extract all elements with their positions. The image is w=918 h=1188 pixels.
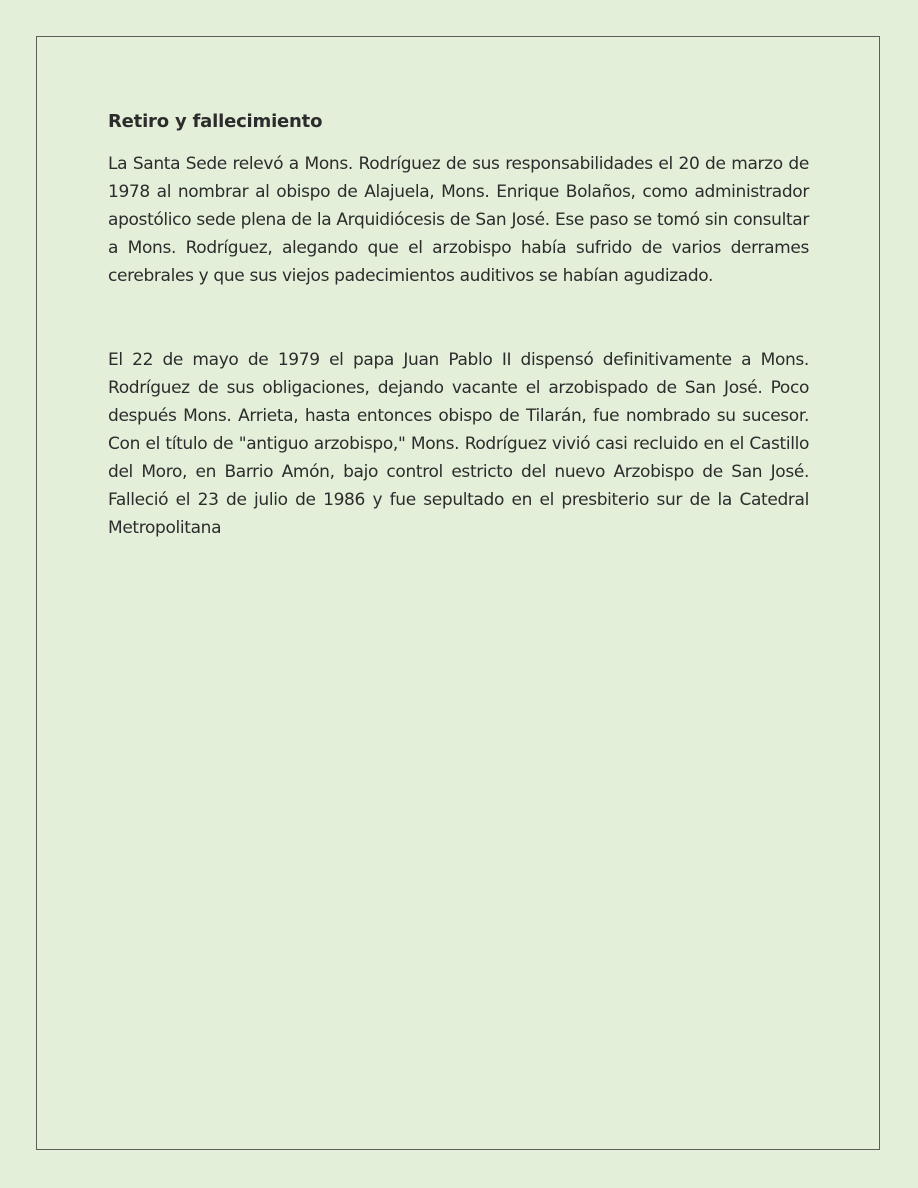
section-heading: Retiro y fallecimiento bbox=[108, 111, 323, 132]
paragraph-retirement: La Santa Sede relevó a Mons. Rodríguez de sus responsabilidades el 20 de marzo de 1978 al nombrar al obispo de Alajuela, Mons. Enrique Bolaños, como administrador apostólico sede plena de la Arquidiócesis de San José. Ese paso se tomó sin consultar a Mons. Rodríguez, alegando que el arzobispo había sufrido de varios derrames cerebrales y que sus viejos padecimientos auditivos se habían agudizado. bbox=[108, 154, 809, 286]
paragraph-death: El 22 de mayo de 1979 el papa Juan Pablo II dispensó definitivamente a Mons. Rodríguez de sus obligaciones, dejando vacante el arzobispado de San José. Poco después Mons. Arrieta, hasta entonces obispo de Tilarán, fue nombrado su sucesor. Con el título de "antiguo arzobispo," Mons. Rodríguez vivió casi recluido en el Castillo del Moro, en Barrio Amón, bajo control estricto del nuevo Arzobispo de San José. Falleció el 23 de julio de 1986 y fue sepultado en el presbiterio sur de la Catedral Metropolitana bbox=[108, 350, 809, 538]
document-body bbox=[108, 108, 809, 542]
